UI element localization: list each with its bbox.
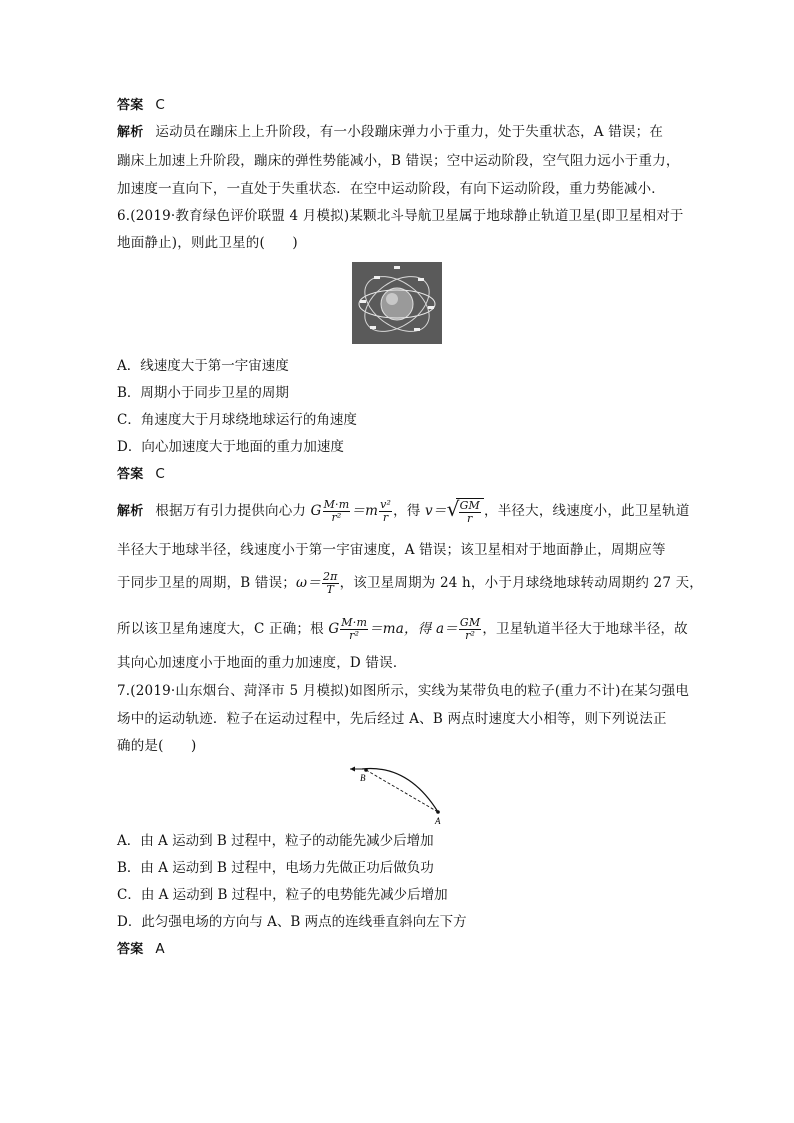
q6-analysis-line4: 所以该卫星角速度大，C 正确；根 G $\frac{M\cdot m}{\text{r²}}$ ＝ma，得 a＝ $\frac{GM}{\text{r²}}$ ，卫星轨道半径大于地球半径，故 [117,616,688,642]
q5-analysis-line3: 加速度一直向下，一直处于失重状态．在空中运动阶段，有向下运动阶段，重力势能减小． [117,181,665,197]
analysis-text: ，半径大，线速度小，此卫星轨道 [484,503,690,519]
arrow-head-icon [350,767,355,772]
formula-omega: ω＝ [296,575,321,591]
label-b: B [360,773,366,783]
fraction-2pi-t: $\frac{2\pi}{T}$ [322,570,338,596]
q5-answer [117,96,165,115]
formula-eq-m: ＝m [351,503,379,519]
satellite-orbit-graphic [352,262,442,344]
formula-text: ，得 [393,503,426,519]
q6-answer [117,465,165,484]
point-b [364,768,368,772]
q7-answer [117,940,165,959]
q6-analysis-line2: 半径大于地球半径，线速度小于第一宇宙速度，A 错误；该卫星相对于地面静止，周期应等 [117,542,666,558]
answer-value: C [155,97,166,113]
q6-analysis-line3: 于同步卫星的周期，B 错误；ω＝ $\frac{2\pi}{T}$ ，该卫星周期为 24 h，小于月球绕地球转动周期约 27 天， [117,570,703,596]
analysis-text: 根据万有引力提供向心力 [155,503,311,519]
analysis-text: 运动员在蹦床上上升阶段，有一小段蹦床弹力小于重力，处于失重状态，A 错误；在 [155,124,664,140]
q7-option-b: B．由 A 运动到 B 过程中，电场力先做正功后做负功 [117,860,434,876]
trajectory-diagram [348,760,448,830]
q6-analysis-line1 [117,498,690,525]
q6-option-d: D．向心加速度大于地面的重力加速度 [117,439,344,455]
answer-value: C [155,466,166,482]
fraction-mm-r2: $\frac{M\cdot m}{\text{r²}}$ [341,616,368,642]
trajectory-figure [348,760,448,834]
q6-stem-line1: 6.(2019·教育绿色评价联盟 4 月模拟)某颗北斗导航卫星属于地球静止轨道卫星(即卫星相对于 [117,208,684,224]
fraction-gm-r2: $\frac{GM}{\text{r²}}$ [459,616,481,642]
q6-analysis-line5: 其向心加速度小于地面的重力加速度，D 错误． [117,655,407,671]
formula-g: G [328,621,340,637]
q7-option-c: C．由 A 运动到 B 过程中，粒子的电势能先减少后增加 [117,887,448,903]
q7-stem-line1: 7.(2019·山东烟台、菏泽市 5 月模拟)如图所示，实线为某带负电的粒子(重力不计)在某匀强电 [117,683,690,699]
q5-analysis-line2: 蹦床上加速上升阶段，蹦床的弹性势能减小，B 错误；空中运动阶段，空气阻力远小于重力， [117,153,680,169]
q6-stem-line2: 地面静止)，则此卫星的( ) [117,235,298,251]
q6-option-c: C．角速度大于月球绕地球运行的角速度 [117,412,357,428]
analysis-label: 解析 [117,504,144,519]
point-a [436,810,440,814]
answer-label: 答案 [117,942,144,957]
q6-option-a: A．线速度大于第一宇宙速度 [117,358,289,374]
formula-a: a＝ [435,621,458,637]
formula-g: G [310,503,322,519]
fraction-v2-r: $\frac{\text{v²}}{r}$ [380,498,392,524]
sqrt-gm-r: √ $\frac{GM}{r}$ [447,498,484,525]
satellite-orbit-image [352,262,442,344]
label-a: A [435,816,441,826]
q7-option-a: A．由 A 运动到 B 过程中，粒子的动能先减少后增加 [117,833,434,849]
answer-label: 答案 [117,467,144,482]
analysis-label: 解析 [117,125,144,140]
formula-eq-ma: ＝ma，得 [369,621,436,637]
q7-option-d: D．此匀强电场的方向与 A、B 两点的连线垂直斜向左下方 [117,914,467,930]
formula-v: v＝ [425,503,447,519]
answer-value: A [155,941,165,957]
answer-label: 答案 [117,98,144,113]
q7-stem-line3: 确的是( ) [117,738,197,754]
q5-analysis-line1 [117,123,663,142]
q6-option-b: B．周期小于同步卫星的周期 [117,385,289,401]
q7-stem-line2: 场中的运动轨迹．粒子在运动过程中，先后经过 A、B 两点时速度大小相等，则下列说法正 [117,711,667,727]
fraction-mm-r2: $\frac{M\cdot m}{\text{r²}}$ [323,498,350,524]
